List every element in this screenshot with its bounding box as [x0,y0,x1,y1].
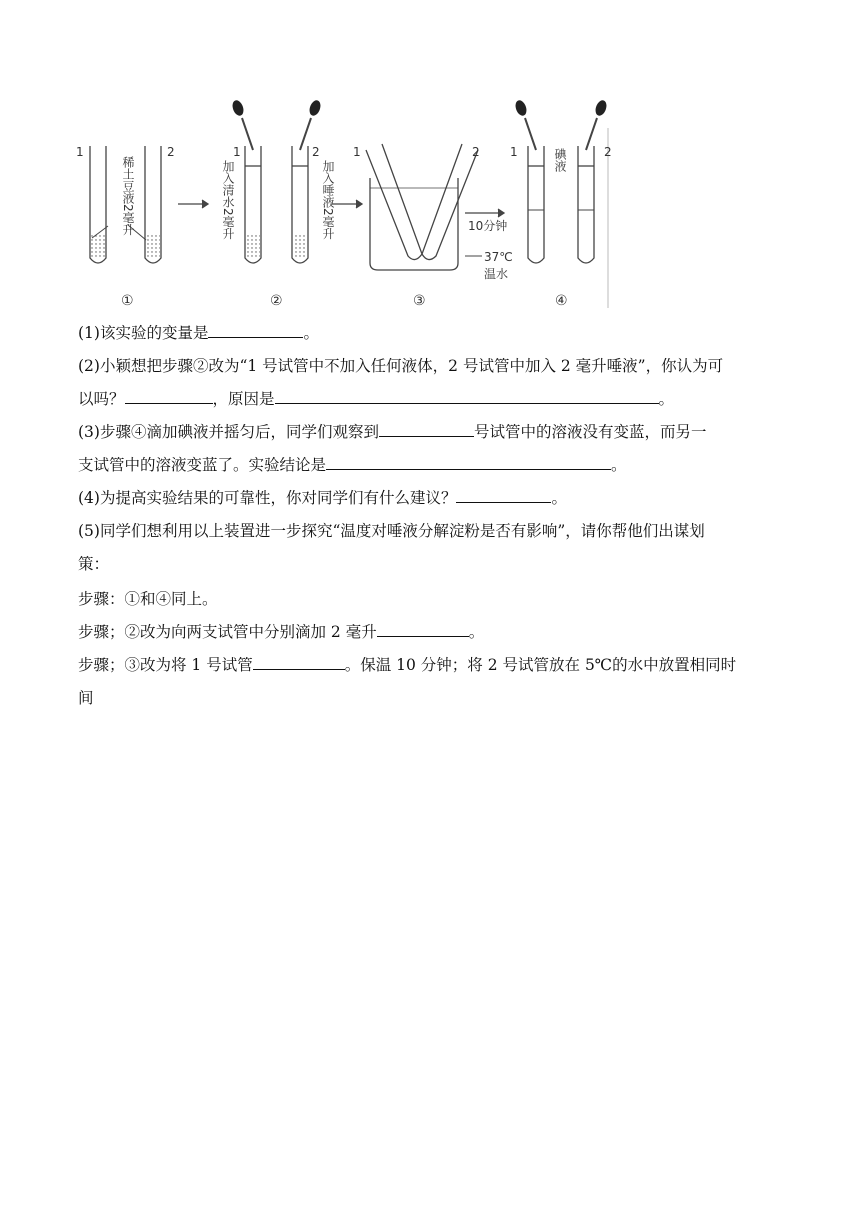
question-3-line-2: 支试管中的溶液变蓝了。实验结论是 。 [78,456,627,474]
tube-number-2: 2 [472,145,480,159]
dropper-icon [300,99,322,150]
answer-blank[interactable] [379,421,474,437]
label-warm-water: 温水 [484,267,509,281]
question-2-line-2: 以吗？ ，原因是 。 [78,390,675,408]
label-add-saliva: 加入唾液2毫升 [321,160,335,240]
tube-number-2: 2 [167,145,175,159]
label-add-water: 加入清水2毫升 [221,160,235,240]
question-5-line-2: 策： [78,555,110,573]
answer-blank[interactable] [125,388,213,404]
question-1: (1)该实验的变量是 。 [78,324,319,342]
label-temperature: 37℃ [484,250,513,264]
dropper-icon [514,99,536,150]
step-label-3: ③ [413,293,426,309]
dropper-icon [586,99,608,150]
label-iodine: 碘液 [553,148,567,172]
tube-number-2: 2 [604,145,612,159]
tube-number-1: 1 [233,145,241,159]
answer-blank[interactable] [326,454,611,470]
question-2-line-1: (2)小颖想把步骤②改为“1 号试管中不加入任何液体，2 号试管中加入 2 毫升唾液”，你认为可 [78,357,724,375]
question-5-line-1: (5)同学们想利用以上装置进一步探究“温度对唾液分解淀粉是否有影响”，请你帮他们出谋划 [78,522,705,540]
question-5-step-1: 步骤：①和④同上。 [78,590,218,608]
experiment-figure [70,98,615,313]
answer-blank[interactable] [275,388,659,404]
question-5-step-3: 步骤；③改为将 1 号试管 。保温 10 分钟；将 2 号试管放在 5℃的水中放置相同时 [78,656,737,674]
answer-blank[interactable] [377,621,469,637]
label-potato-solution: 稀土豆液2毫升 [121,156,135,236]
answer-blank[interactable] [208,322,303,338]
test-tube-2 [422,144,478,260]
tube-number-1: 1 [353,145,361,159]
answer-blank[interactable] [253,654,345,670]
question-4: (4)为提高实验结果的可靠性，你对同学们有什么建议？ 。 [78,489,567,507]
test-tube-1 [366,144,422,260]
dropper-icon [231,99,253,150]
test-tube-1 [528,146,544,263]
question-3-line-1: (3)步骤④滴加碘液并摇匀后，同学们观察到 号试管中的溶液没有变蓝，而另一 [78,423,707,441]
tube-number-1: 1 [76,145,84,159]
test-tube-2 [578,146,594,263]
tube-number-1: 1 [510,145,518,159]
question-5-step-3-cont: 间 [78,689,94,707]
tube-number-2: 2 [312,145,320,159]
label-time: 10分钟 [468,219,508,233]
question-5-step-2: 步骤；②改为向两支试管中分别滴加 2 毫升 。 [78,623,485,641]
step-label-2: ② [270,293,283,309]
step-label-4: ④ [555,293,568,309]
step-label-1: ① [121,293,134,309]
answer-blank[interactable] [456,487,551,503]
